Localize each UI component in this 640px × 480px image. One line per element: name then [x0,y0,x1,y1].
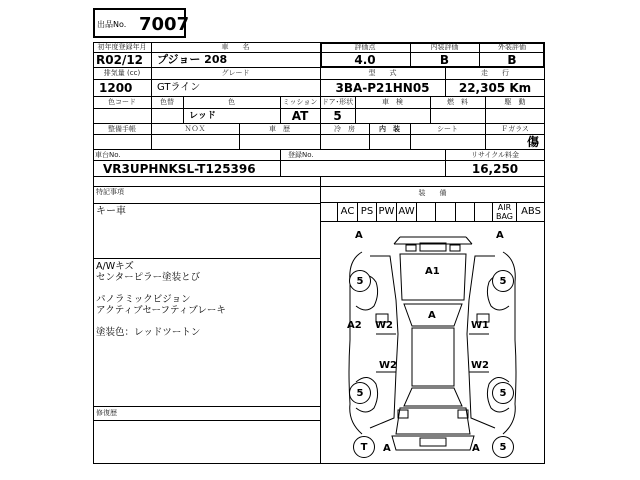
notes-first: キー車 [96,206,126,217]
notes-label: 特記事項 [96,188,124,196]
doors-label: ドア･形状 [321,98,354,106]
equipment-label: 装 備 [418,189,447,197]
grade-value: GTライン [157,82,201,93]
chassis-label: 車台No. [95,151,121,159]
transmission-value: AT [291,109,309,123]
equip-box-airbag: AIR BAG [493,202,517,222]
mark-a-front-left: A [355,230,363,241]
score-value: 4.0 [354,53,376,67]
score-label: 評価点 [354,43,376,51]
note-line [96,316,316,327]
ac-label: 冷 房 [334,125,355,133]
equip-box-ps: PS [358,202,377,222]
mark-w2-front-left: W2 [375,320,393,331]
note-line: 塗装色：レッドツートン [96,327,201,338]
color-code-label: 色コード [108,98,136,106]
recycle-label: リサイクル料金 [470,151,520,159]
car-name-value: プジョー 208 [157,53,228,66]
equip-box [436,202,456,222]
tire-front-left: 5 [349,270,371,292]
exterior-label: 外装評価 [498,43,526,51]
lot-label: 出品No. [97,20,127,29]
inspection-sheet [93,8,545,464]
interior-value: B [439,53,450,67]
displacement-value: 1200 [99,81,133,95]
equip-box [456,202,475,222]
note-line: A/Wキズ [96,261,134,272]
fglass-value: 傷 [526,135,539,149]
mark-a-rear-right: A [472,443,480,454]
equip-box-ac: AC [338,202,358,222]
lot-number: 7007 [139,14,190,35]
year-reg-value: R02/12 [96,53,144,67]
tire-front-right: 5 [492,270,514,292]
interior-label: 内装評価 [430,43,459,51]
doors-value: 5 [333,109,342,123]
color-value: レッド [189,111,216,121]
color-label: 色 [228,98,235,106]
equip-box [417,202,436,222]
manual-label: 整備手帳 [108,125,136,133]
equip-box-aw: AW [397,202,417,222]
mark-a-rear-left: A [383,443,391,454]
model-value: 3BA-P21HN05 [335,81,430,95]
mileage-label: 走 行 [481,69,509,77]
mark-w2-rear-right: W2 [471,360,489,371]
lot-box [93,8,190,38]
tire-spare-right: 5 [492,436,514,458]
note-line: アクティブセーフティブレーキ [96,305,226,316]
fglass-label: Ｆガラス [501,125,529,133]
interior-check-label: 内 装 [379,125,400,133]
seat-label: シート [437,125,458,133]
transmission-label: ミッション [282,98,318,106]
equip-box-abs: ABS [521,206,541,217]
equip-box [475,202,493,222]
year-reg-label: 初年度登録年月 [97,43,147,51]
exterior-value: B [507,53,517,67]
mark-a2-left: A2 [347,320,362,331]
grade-label: グレード [221,69,250,77]
note-line: パノラミックビジョン [96,294,191,305]
reg-no-label: 登録No. [288,151,314,159]
displacement-label: 排気量 (cc) [103,69,141,77]
notes-lines [96,261,316,338]
repair-label: 修復歴 [96,409,117,417]
mark-a1-hood: A1 [425,266,440,277]
mileage-value: 22,305 Km [458,81,532,95]
history-label: 車 歴 [269,125,290,133]
color-change-label: 色替 [160,98,174,106]
model-label: 型 式 [368,69,397,77]
mark-w1-right: W1 [471,320,489,331]
car-diagram [320,222,545,464]
car-name-label: 車 名 [221,43,250,51]
vehicle-check-label: 車 検 [382,98,403,106]
equip-box [320,202,338,222]
mark-a-front-right: A [496,230,504,241]
note-line: センターピラー塗装とび [96,272,201,283]
mark-w2-rear-left: W2 [379,360,397,371]
fuel-label: 燃 料 [447,98,468,106]
mark-a-roof: A [428,310,436,321]
recycle-value: 16,250 [471,162,519,176]
note-line [96,283,316,294]
drive-label: 駆 動 [504,98,526,106]
equip-box-pw: PW [377,202,397,222]
tire-rear-left: 5 [349,382,371,404]
spare-tire: T [353,436,375,458]
nox-label: ＮＯＸ [184,125,206,133]
tire-rear-right: 5 [492,382,514,404]
chassis-value: VR3UPHNKSL-T125396 [103,162,256,176]
